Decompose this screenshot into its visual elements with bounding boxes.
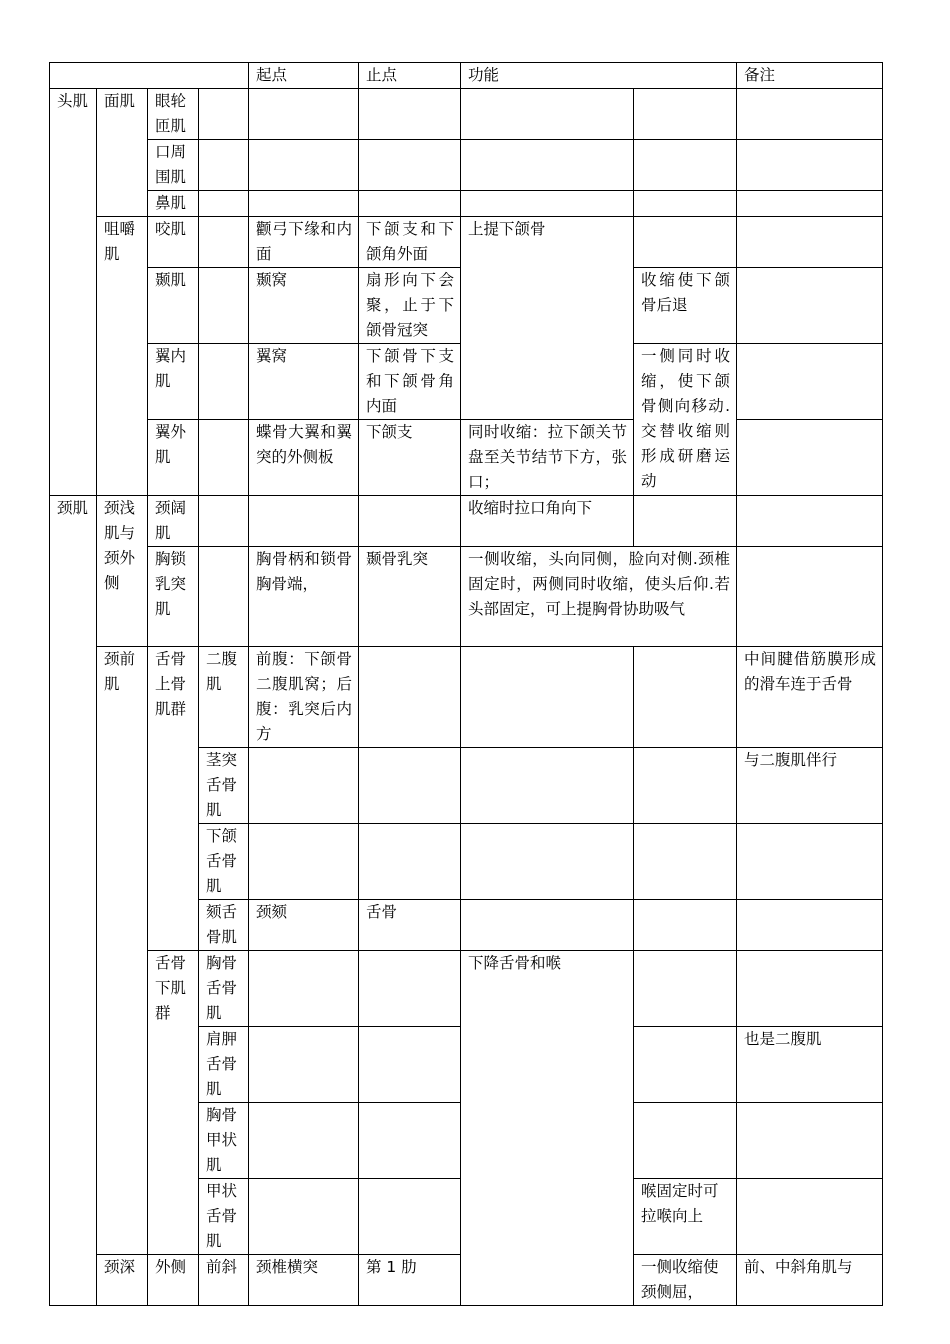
empty-cell <box>634 647 737 748</box>
group-superficial-neck: 颈浅肌与颈外侧 <box>97 496 148 647</box>
muscle-name: 肩胛舌骨肌 <box>199 1027 249 1103</box>
muscle-name: 下颌舌骨肌 <box>199 824 249 900</box>
empty-cell <box>249 191 359 217</box>
empty-cell <box>359 89 461 140</box>
header-insertion: 止点 <box>359 63 461 89</box>
origin-cell: 颧弓下缘和内面 <box>249 217 359 268</box>
muscle-name: 胸锁乳突肌 <box>148 547 199 647</box>
function-cell: 一侧收缩使颈侧屈， <box>634 1255 737 1306</box>
table-row <box>50 217 883 268</box>
empty-cell <box>737 900 883 951</box>
empty-cell <box>737 951 883 1027</box>
muscle-name: 胸骨舌骨肌 <box>199 951 249 1027</box>
empty-cell <box>199 268 249 344</box>
empty-cell <box>461 191 634 217</box>
muscle-name: 鼻肌 <box>148 191 199 217</box>
empty-cell <box>737 1103 883 1179</box>
table-row <box>50 647 883 748</box>
empty-cell <box>634 140 737 191</box>
muscle-name: 翼内肌 <box>148 344 199 420</box>
muscle-name: 咬肌 <box>148 217 199 268</box>
empty-cell <box>737 824 883 900</box>
table-row <box>50 547 883 647</box>
header-function: 功能 <box>461 63 737 89</box>
empty-cell <box>461 647 634 748</box>
empty-cell <box>737 89 883 140</box>
header-origin: 起点 <box>249 63 359 89</box>
function-cell: 下降舌骨和喉 <box>461 951 634 1306</box>
insertion-cell: 颞骨乳突 <box>359 547 461 647</box>
empty-cell <box>249 1027 359 1103</box>
empty-cell <box>249 1103 359 1179</box>
insertion-cell: 下颌支 <box>359 420 461 496</box>
table-row <box>50 951 883 1027</box>
empty-cell <box>737 344 883 420</box>
origin-cell: 前腹：下颌骨二腹肌窝；后腹：乳突后内方 <box>249 647 359 748</box>
notes-cell: 与二腹肌伴行 <box>737 748 883 824</box>
empty-cell <box>199 420 249 496</box>
group-masticatory-muscles: 咀嚼肌 <box>97 217 148 496</box>
empty-cell <box>249 1179 359 1255</box>
empty-cell <box>634 89 737 140</box>
muscle-name: 翼外肌 <box>148 420 199 496</box>
table-row <box>50 140 883 191</box>
group-suprahyoid: 舌骨上骨肌群 <box>148 647 199 951</box>
muscle-name: 甲状舌骨肌 <box>199 1179 249 1255</box>
muscle-table <box>49 62 883 1306</box>
empty-cell <box>359 647 461 748</box>
empty-cell <box>199 89 249 140</box>
muscle-name: 二腹肌 <box>199 647 249 748</box>
empty-cell <box>359 1179 461 1255</box>
empty-cell <box>634 951 737 1027</box>
function-cell: 一侧收缩，头向同侧，脸向对侧.颈椎固定时，两侧同时收缩，使头后仰.若头部固定，可上提胸骨协助吸气 <box>461 547 737 647</box>
empty-cell <box>359 191 461 217</box>
table-row <box>50 420 883 496</box>
notes-cell: 前、中斜角肌与 <box>737 1255 883 1306</box>
empty-cell <box>249 140 359 191</box>
origin-cell: 颈椎横突 <box>249 1255 359 1306</box>
function-detail-cell: 喉固定时可拉喉向上 <box>634 1179 737 1255</box>
empty-cell <box>199 344 249 420</box>
group-lateral: 外侧 <box>148 1255 199 1306</box>
empty-cell <box>737 547 883 647</box>
muscle-name: 胸骨甲状肌 <box>199 1103 249 1179</box>
empty-cell <box>359 140 461 191</box>
origin-cell: 蝶骨大翼和翼突的外侧板 <box>249 420 359 496</box>
muscle-name: 口周围肌 <box>148 140 199 191</box>
function-detail-cell: 收缩使下颌骨后退 <box>634 268 737 344</box>
origin-cell: 翼窝 <box>249 344 359 420</box>
header-blank-cell <box>50 63 249 89</box>
muscle-name: 颈阔肌 <box>148 496 199 547</box>
insertion-cell: 舌骨 <box>359 900 461 951</box>
empty-cell <box>359 1103 461 1179</box>
document-page <box>49 62 883 1306</box>
empty-cell <box>737 140 883 191</box>
empty-cell <box>461 89 634 140</box>
insertion-cell: 扇形向下会聚，止于下颌骨冠突 <box>359 268 461 344</box>
group-deep-neck: 颈深 <box>97 1255 148 1306</box>
header-notes: 备注 <box>737 63 883 89</box>
muscle-name: 颞肌 <box>148 268 199 344</box>
empty-cell <box>737 268 883 344</box>
table-row <box>50 89 883 140</box>
empty-cell <box>359 824 461 900</box>
empty-cell <box>249 824 359 900</box>
empty-cell <box>634 1027 737 1103</box>
empty-cell <box>634 217 737 268</box>
empty-cell <box>199 496 249 547</box>
empty-cell <box>461 140 634 191</box>
table-row <box>50 496 883 547</box>
notes-cell: 中间腱借筋膜形成的滑车连于舌骨 <box>737 647 883 748</box>
insertion-cell: 第 1 肋 <box>359 1255 461 1306</box>
muscle-name: 前斜 <box>199 1255 249 1306</box>
empty-cell <box>199 191 249 217</box>
empty-cell <box>634 496 737 547</box>
muscle-name: 眼轮匝肌 <box>148 89 199 140</box>
empty-cell <box>249 748 359 824</box>
function-detail-cell: 一侧同时收缩，使下颌骨侧向移动.交替收缩则形成研磨运动 <box>634 344 737 496</box>
group-facial-muscles: 面肌 <box>97 89 148 217</box>
muscle-name: 颏舌骨肌 <box>199 900 249 951</box>
group-infrahyoid: 舌骨下肌群 <box>148 951 199 1255</box>
table-row <box>50 191 883 217</box>
insertion-cell: 下颌骨下支和下颌骨角内面 <box>359 344 461 420</box>
empty-cell <box>359 951 461 1027</box>
function-cell: 同时收缩：拉下颌关节盘至关节结节下方，张口； <box>461 420 634 496</box>
empty-cell <box>359 748 461 824</box>
empty-cell <box>461 900 634 951</box>
empty-cell <box>737 217 883 268</box>
empty-cell <box>249 496 359 547</box>
function-cell: 上提下颌骨 <box>461 217 634 420</box>
header-row <box>50 63 883 89</box>
empty-cell <box>737 191 883 217</box>
empty-cell <box>737 1179 883 1255</box>
empty-cell <box>199 217 249 268</box>
notes-cell: 也是二腹肌 <box>737 1027 883 1103</box>
origin-cell: 颞窝 <box>249 268 359 344</box>
empty-cell <box>461 748 634 824</box>
empty-cell <box>199 140 249 191</box>
empty-cell <box>199 547 249 647</box>
origin-cell: 颈颏 <box>249 900 359 951</box>
function-cell: 收缩时拉口角向下 <box>461 496 634 547</box>
group-anterior-neck: 颈前肌 <box>97 647 148 1255</box>
empty-cell <box>634 1103 737 1179</box>
empty-cell <box>359 496 461 547</box>
empty-cell <box>634 900 737 951</box>
empty-cell <box>249 951 359 1027</box>
empty-cell <box>634 748 737 824</box>
empty-cell <box>737 420 883 496</box>
muscle-name: 茎突舌骨肌 <box>199 748 249 824</box>
empty-cell <box>359 1027 461 1103</box>
insertion-cell: 下颌支和下颌角外面 <box>359 217 461 268</box>
empty-cell <box>634 824 737 900</box>
empty-cell <box>461 824 634 900</box>
empty-cell <box>737 496 883 547</box>
empty-cell <box>249 89 359 140</box>
group-neck-muscles: 颈肌 <box>50 496 97 1306</box>
group-head-muscles: 头肌 <box>50 89 97 496</box>
empty-cell <box>634 191 737 217</box>
origin-cell: 胸骨柄和锁骨胸骨端， <box>249 547 359 647</box>
